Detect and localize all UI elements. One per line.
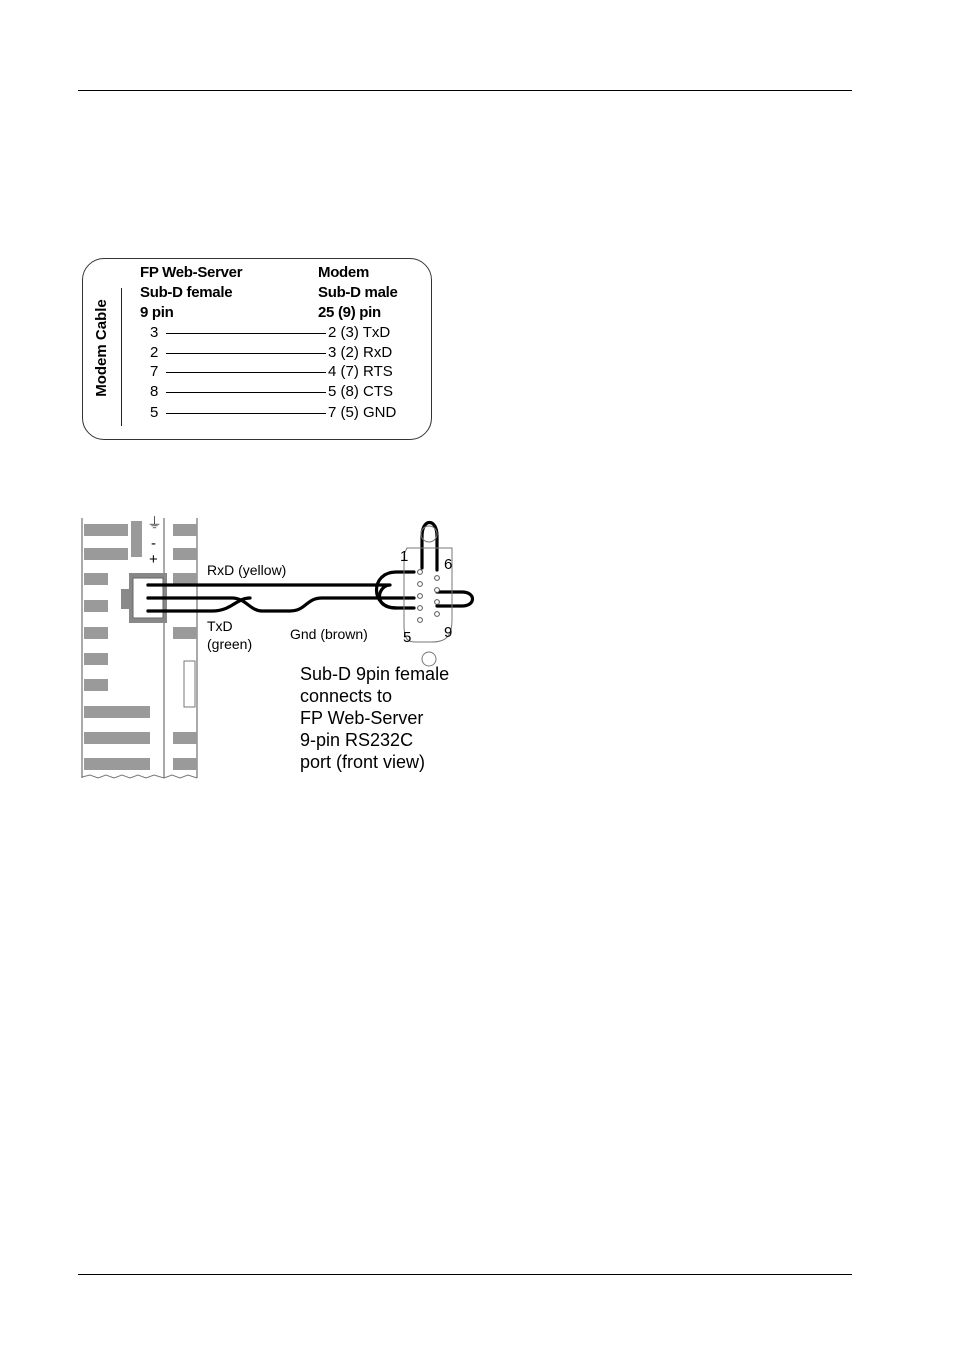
modem-cable-label: Modem Cable: [93, 299, 110, 397]
modem-header-line-3: 25 (9) pin: [318, 304, 381, 321]
rxd-label: RxD (yellow): [207, 562, 287, 578]
caption-line-5: port (front view): [300, 752, 426, 772]
pin-left: 8: [150, 383, 159, 400]
pin-right: 4 (7) RTS: [328, 363, 393, 380]
caption-line-1: Sub-D 9pin female: [300, 664, 450, 684]
pin-right: 3 (2) RxD: [328, 344, 393, 361]
dcd-dtr-loop: [422, 523, 437, 571]
earth-icon: ⏚: [147, 515, 163, 532]
txd-label: TxD: [207, 618, 233, 634]
footer-rule: [78, 1274, 852, 1275]
pin-left: 3: [150, 324, 159, 341]
pin-label-1: 1: [400, 548, 409, 565]
txd-color-label: (green): [207, 636, 253, 652]
caption-line-2: connects to: [300, 686, 393, 706]
pin-label-6: 6: [444, 556, 453, 573]
pin-right: 7 (5) GND: [328, 404, 397, 421]
pin-left: 2: [150, 344, 159, 361]
caption-line-4: 9-pin RS232C: [300, 730, 414, 750]
txd-wire: [148, 598, 414, 611]
device-housing: [82, 518, 197, 778]
web-server-header-line-3: 9 pin: [140, 304, 174, 321]
pin-right: 2 (3) TxD: [328, 324, 391, 341]
web-server-header-line-2: Sub-D female: [140, 284, 233, 301]
modem-header-line-1: Modem: [318, 264, 370, 281]
plus-symbol: +: [149, 551, 158, 568]
web-server-header-line-1: FP Web-Server: [140, 264, 243, 281]
connector-caption: [300, 663, 449, 773]
caption-line-3: FP Web-Server: [300, 708, 424, 728]
rts-cts-loop: [437, 592, 473, 606]
pin-left: 5: [150, 404, 159, 421]
gnd-label: Gnd (brown): [290, 626, 368, 642]
pin-label-5: 5: [403, 629, 412, 646]
pin-right: 5 (8) CTS: [328, 383, 394, 400]
pin-left: 7: [150, 363, 159, 380]
pin-label-9: 9: [444, 624, 453, 641]
modem-header-line-2: Sub-D male: [318, 284, 398, 301]
minus-symbol: -: [151, 535, 156, 552]
